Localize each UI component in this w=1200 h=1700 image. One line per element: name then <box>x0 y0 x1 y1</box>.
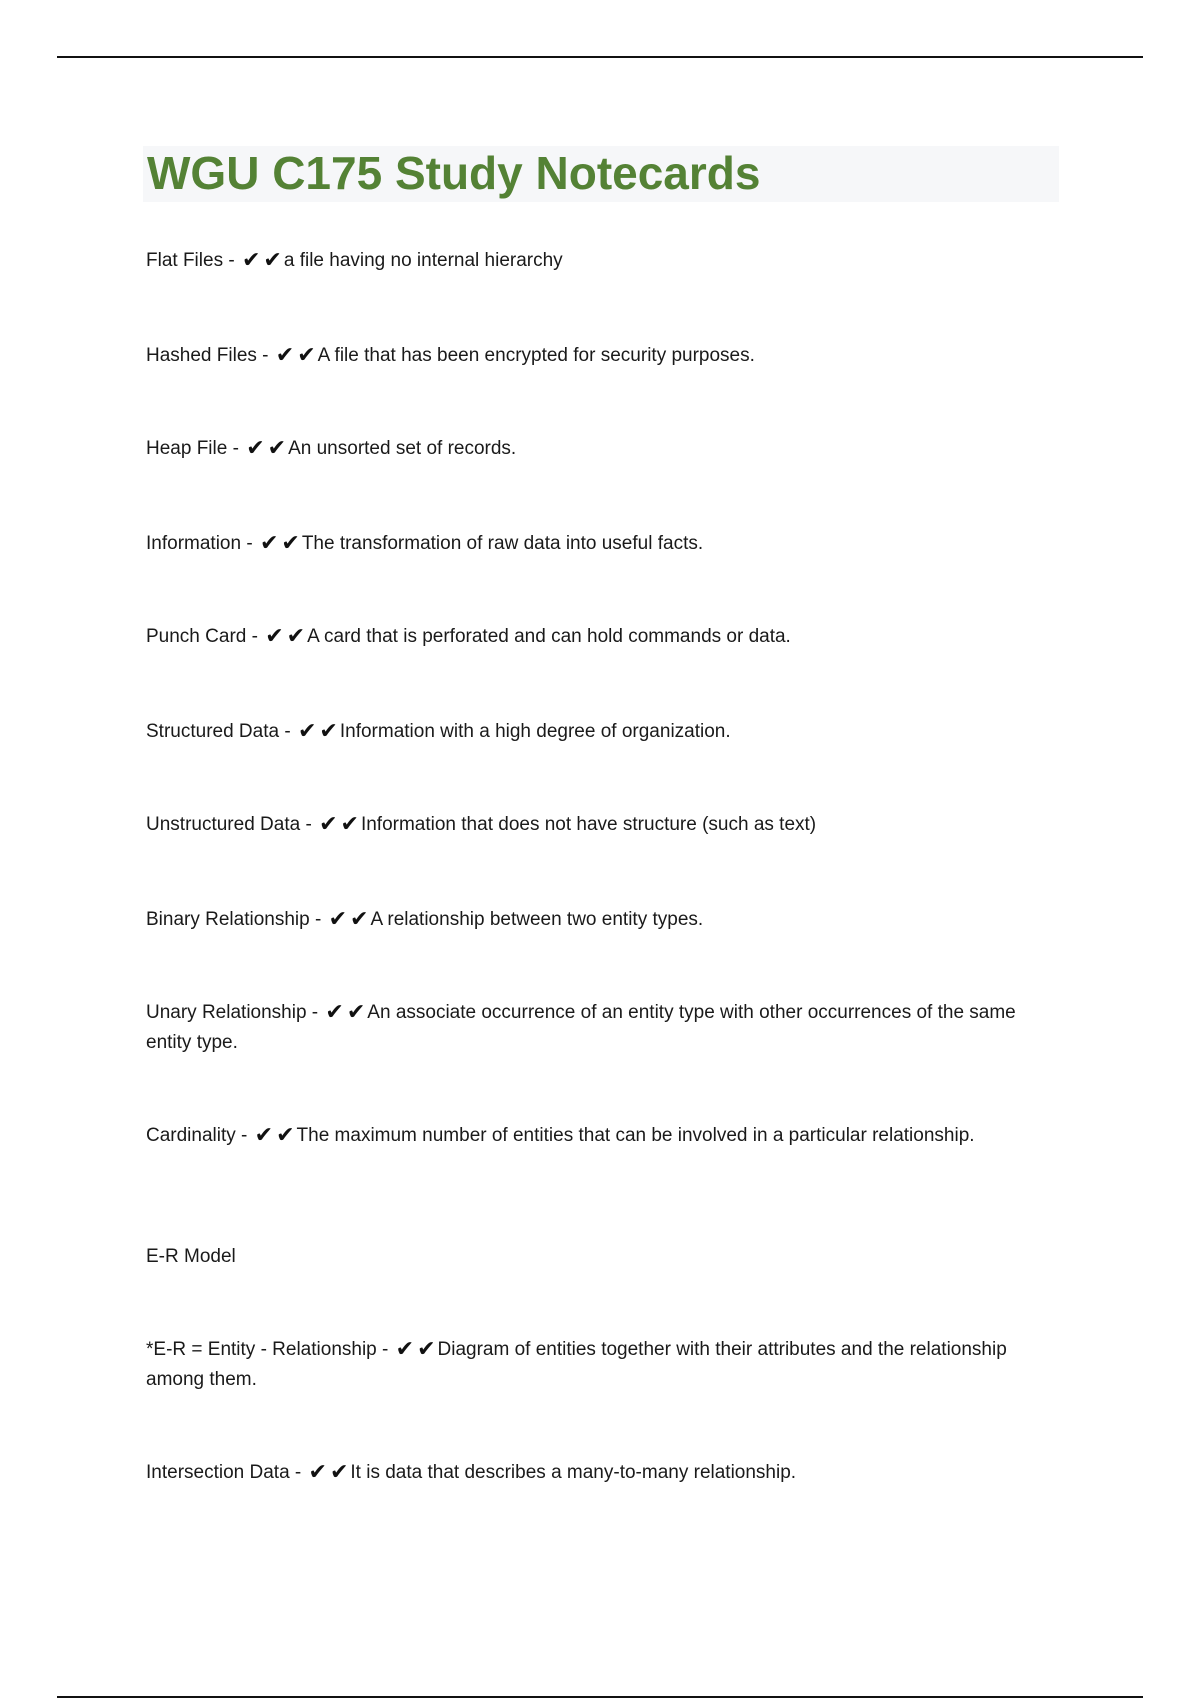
entry-term: Binary Relationship <box>146 909 310 930</box>
notecard-entry: *E-R = Entity - Relationship - ✔ ✔ Diagram of entities together with their attributes and the relationship among them. <box>146 1337 1007 1390</box>
notecard-entry <box>146 1242 1046 1272</box>
check-icon: ✔ <box>319 719 338 744</box>
check-icon: ✔ <box>340 812 359 837</box>
entry-term: Punch Card <box>146 626 247 647</box>
notecard-entry: Unstructured Data - ✔ ✔ Information that does not have structure (such as text) <box>146 810 1046 840</box>
check-icon: ✔ <box>265 624 284 649</box>
check-icon: ✔ <box>254 1123 274 1148</box>
entry-definition: An associate occurrence of an entity type with other occurrences of the same entity type. <box>146 1002 1016 1053</box>
check-icon: ✔ <box>329 1460 349 1485</box>
entry-term: Structured Data <box>146 721 280 742</box>
entry-definition: The maximum number of entities that can be involved in a particular relationship. <box>296 1125 975 1146</box>
document-title: WGU C175 Study Notecards <box>147 147 761 199</box>
entry-definition: The transformation of raw data into useful facts. <box>301 533 704 554</box>
notecard-entry: Intersection Data - ✔ ✔ It is data that describes a many-to-many relationship. <box>146 1458 1046 1488</box>
check-icon: ✔ <box>297 343 316 368</box>
entry-definition: A file that has been encrypted for security purposes. <box>317 345 755 366</box>
check-icon: ✔ <box>275 343 295 368</box>
entry-term: Intersection Data <box>146 1462 290 1483</box>
notecard-entry: Punch Card - ✔ ✔ A card that is perforated and can hold commands or data. <box>146 622 1046 652</box>
entry-definition: a file having no internal hierarchy <box>283 250 563 271</box>
notecard-entry: Hashed Files - ✔ ✔ A file that has been encrypted for security purposes. <box>146 341 1046 371</box>
entry-term: Information <box>146 533 242 554</box>
check-icon: ✔ <box>286 624 306 649</box>
check-icon: ✔ <box>281 531 300 556</box>
entry-term: Hashed Files <box>146 345 257 366</box>
notecard-entry: Information - ✔ ✔ The transformation of raw data into useful facts. <box>146 529 1046 559</box>
check-icon: ✔ <box>267 436 287 461</box>
entry-term: Heap File <box>146 438 228 459</box>
check-icon: ✔ <box>319 812 338 837</box>
check-icon: ✔ <box>350 907 369 932</box>
entry-definition: A relationship between two entity types. <box>370 909 704 930</box>
check-icon: ✔ <box>246 436 265 461</box>
entry-definition: Information with a high degree of organization. <box>339 721 731 742</box>
bottom-rule <box>57 1696 1143 1698</box>
notecard-entry: Heap File - ✔ ✔ An unsorted set of records. <box>146 434 1046 464</box>
notecard-entry: Structured Data - ✔ ✔ Information with a high degree of organization. <box>146 717 1046 747</box>
entry-term: Cardinality <box>146 1125 236 1146</box>
entry-definition: Information that does not have structure (such as text) <box>360 814 817 835</box>
check-icon: ✔ <box>276 1123 295 1148</box>
entry-term: Flat Files <box>146 250 224 271</box>
check-icon: ✔ <box>346 1000 366 1025</box>
entry-term: Unary Relationship <box>146 1002 307 1023</box>
notecard-entry: Flat Files - ✔ ✔ a file having no internal hierarchy <box>146 246 1046 276</box>
entry-term: Unstructured Data <box>146 814 301 835</box>
check-icon: ✔ <box>417 1337 436 1362</box>
check-icon: ✔ <box>259 531 279 556</box>
check-icon: ✔ <box>308 1460 327 1485</box>
entry-term: E-R Model <box>146 1246 236 1267</box>
entry-definition: It is data that describes a many-to-many relationship. <box>350 1462 797 1483</box>
notecard-entry: Cardinality - ✔ ✔ The maximum number of entities that can be involved in a particular relationship. <box>146 1121 1046 1151</box>
check-icon: ✔ <box>325 1000 344 1025</box>
check-icon: ✔ <box>395 1337 415 1362</box>
entry-term: *E-R = Entity - Relationship <box>146 1339 377 1360</box>
notecard-entry: Unary Relationship - ✔ ✔ An associate occurrence of an entity type with other occurrences of the same entity type. <box>146 1000 1016 1053</box>
entry-definition: A card that is perforated and can hold commands or data. <box>307 626 791 647</box>
check-icon: ✔ <box>328 907 348 932</box>
check-icon: ✔ <box>241 248 261 273</box>
entry-definition: Diagram of entities together with their attributes and the relationship among them. <box>146 1339 1007 1390</box>
check-icon: ✔ <box>297 719 317 744</box>
top-rule <box>57 56 1143 58</box>
check-icon: ✔ <box>263 248 282 273</box>
notecard-entry: Binary Relationship - ✔ ✔ A relationship between two entity types. <box>146 905 1046 935</box>
entry-definition: An unsorted set of records. <box>288 438 517 459</box>
